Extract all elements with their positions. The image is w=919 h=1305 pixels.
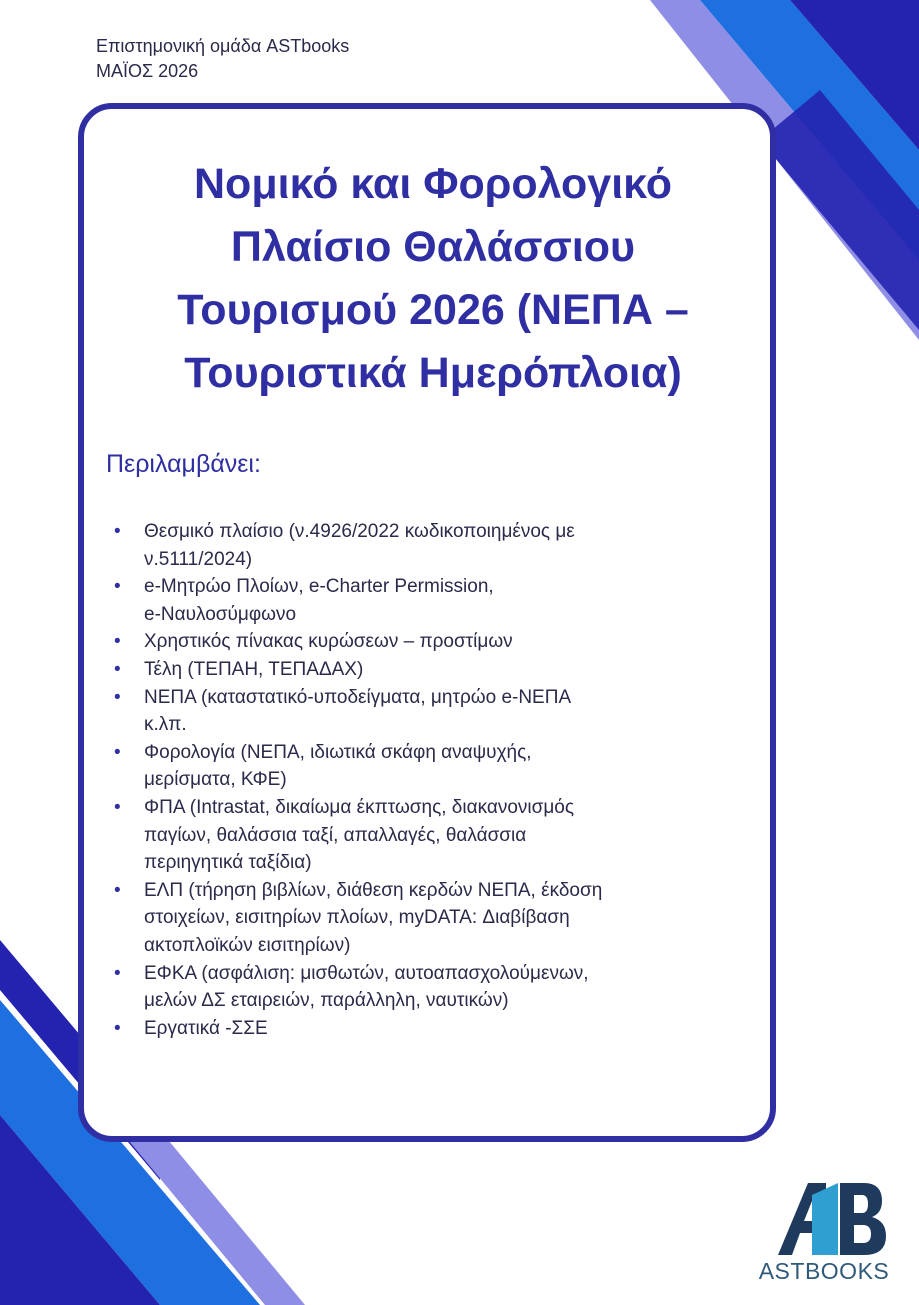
bullet-icon: • bbox=[114, 521, 121, 542]
title-line: Τουρισμού 2026 (ΝΕΠΑ – bbox=[177, 286, 689, 334]
header bbox=[96, 34, 349, 84]
list-item bbox=[114, 573, 714, 628]
bullet-icon: • bbox=[114, 962, 121, 984]
list-item bbox=[114, 877, 714, 960]
list-item-text: ΕΛΠ (τήρηση βιβλίων, διάθεση κερδών ΝΕΠΑ, έκδοση bbox=[144, 879, 603, 901]
list-item-text: Θεσμικό πλαίσιο (ν.4926/2022 κωδικοποιημένος με bbox=[144, 521, 575, 542]
list-item-text: ΝΕΠΑ (καταστατικό-υποδείγματα, μητρώο e-ΝΕΠΑ bbox=[144, 686, 572, 708]
list-item bbox=[114, 518, 714, 573]
list-item bbox=[114, 1015, 714, 1043]
list-item-text: μελών ΔΣ εταιρειών, παράλληλη, ναυτικών) bbox=[144, 990, 509, 1012]
list-item-text: κ.λπ. bbox=[144, 714, 187, 736]
includes-label: Περιλαμβάνει: bbox=[106, 450, 261, 478]
list-item bbox=[114, 739, 714, 794]
list-item-text: e-Μητρώο Πλοίων, e-Charter Permission, bbox=[144, 576, 494, 598]
title-line: Νομικό και Φορολογικό bbox=[194, 160, 672, 208]
bullet-icon: • bbox=[114, 658, 121, 680]
list-item bbox=[114, 628, 714, 656]
bullet-icon: • bbox=[114, 1017, 121, 1039]
list-item-text: ν.5111/2024) bbox=[144, 548, 253, 570]
list-item bbox=[114, 960, 714, 1015]
list-item-text: Εργατικά -ΣΣΕ bbox=[144, 1017, 268, 1039]
list-item bbox=[114, 794, 714, 877]
list-item-text: ΦΠΑ (Intrastat, δικαίωμα έκπτωσης, διακανονισμός bbox=[144, 796, 575, 818]
list-item-text: μερίσματα, ΚΦΕ) bbox=[144, 769, 287, 791]
list-item-text: περιηγητικά ταξίδια) bbox=[144, 852, 312, 874]
list-item bbox=[114, 656, 714, 684]
publication-date: ΜΑΪΟΣ 2026 bbox=[96, 61, 199, 81]
bullet-icon: • bbox=[114, 796, 121, 818]
list-item-text: e-Ναυλοσύμφωνο bbox=[144, 603, 297, 625]
title-line: Πλαίσιο Θαλάσσιου bbox=[230, 223, 636, 271]
list-item-text: Φορολογία (ΝΕΠΑ, ιδιωτικά σκάφη αναψυχής, bbox=[144, 741, 532, 763]
bullet-icon: • bbox=[114, 576, 121, 598]
bullet-icon: • bbox=[114, 631, 121, 653]
bullet-icon: • bbox=[114, 879, 121, 901]
list-item-text: παγίων, θαλάσσια ταξί, απαλλαγές, θαλάσσια bbox=[144, 824, 527, 846]
bullet-icon: • bbox=[114, 686, 121, 708]
list-item-text: Χρηστικός πίνακας κυρώσεων – προστίμων bbox=[144, 631, 513, 653]
list-item-text: ΕΦΚΑ (ασφάλιση: μισθωτών, αυτοαπασχολούμενων, bbox=[144, 962, 589, 984]
bullet-icon: • bbox=[114, 741, 121, 763]
logo-text: ASTBOOKS bbox=[758, 1258, 890, 1284]
list-item-text: ακτοπλοϊκών εισιτηρίων) bbox=[144, 934, 351, 956]
organization-name: Επιστημονική ομάδα ASTbooks bbox=[96, 36, 350, 56]
contents-list bbox=[114, 518, 714, 1042]
page-title bbox=[118, 153, 748, 405]
title-line: Τουριστικά Ημερόπλοια) bbox=[184, 349, 682, 397]
list-item-text: στοιχείων, εισιτηρίων πλοίων, myDATA: Διαβίβαση bbox=[144, 907, 570, 929]
list-item bbox=[114, 684, 714, 739]
list-item-text: Τέλη (ΤΕΠΑΗ, ΤΕΠΑΔΑΧ) bbox=[144, 658, 364, 680]
